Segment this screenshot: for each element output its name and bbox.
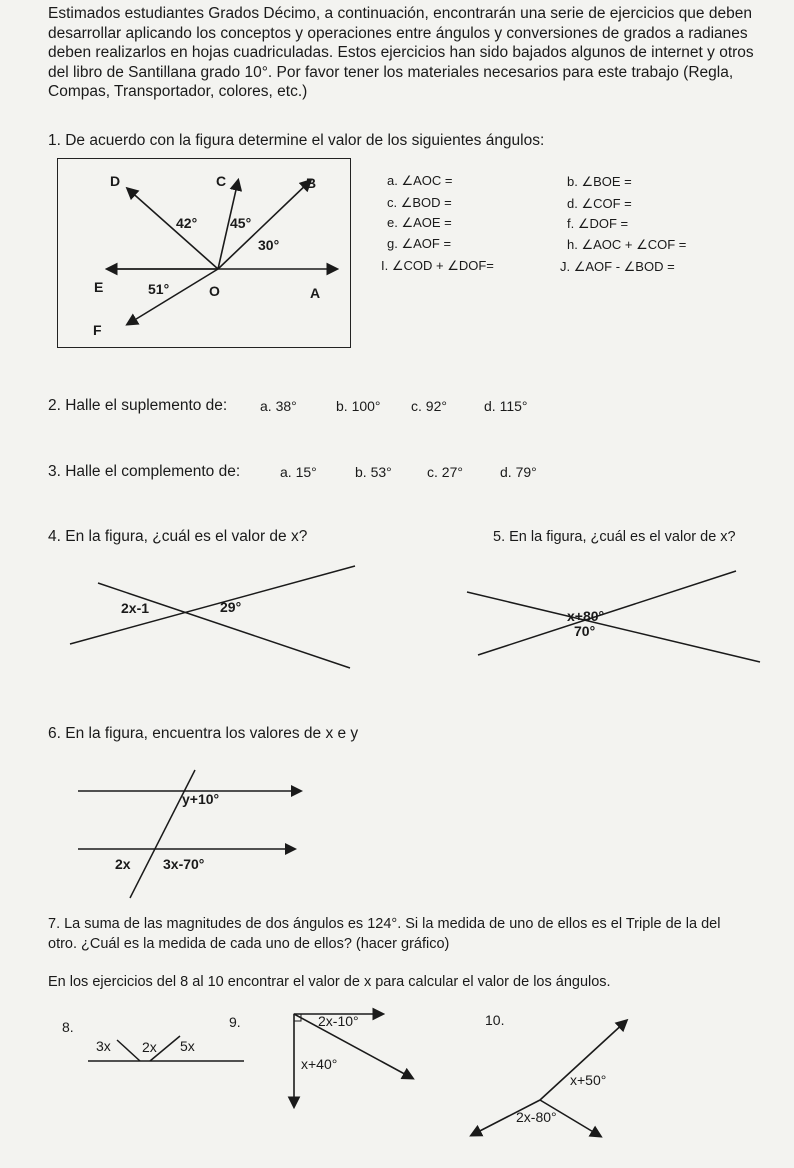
q5-line-1 [467, 592, 760, 662]
q10-label-bottom: 2x-80° [516, 1109, 557, 1125]
q4-label-right: 29° [220, 599, 242, 615]
q3-option-d: d. 79° [500, 464, 537, 480]
q4-line-1 [70, 566, 355, 644]
angle-30: 30° [258, 237, 280, 253]
q10-label-top: x+50° [570, 1072, 607, 1088]
point-d: D [110, 173, 121, 189]
q7-text [48, 914, 720, 954]
intro-line: deben realizarlos en hojas cuadriculadas. Estos ejercicios han sido bajados algunos de internet y otros [48, 44, 754, 61]
q4-title: 4. En la figura, ¿cuál es el valor de x? [48, 528, 308, 545]
point-b: B [306, 175, 317, 191]
point-c: C [216, 173, 227, 189]
q6-title: 6. En la figura, encuentra los valores de x e y [48, 725, 359, 742]
q3-option-a: a. 15° [280, 464, 317, 480]
q1-item-a: a. ∠AOC = [387, 173, 453, 188]
point-e: E [94, 279, 104, 295]
intro-line: Estimados estudiantes Grados Décimo, a continuación, encontrarán una serie de ejercicios que deben [48, 5, 752, 22]
q2-title: 2. Halle el suplemento de: [48, 397, 228, 414]
q5-title: 5. En la figura, ¿cuál es el valor de x? [493, 529, 736, 545]
angle-45: 45° [230, 215, 252, 231]
angle-42: 42° [176, 215, 198, 231]
point-f: F [93, 322, 102, 338]
q7-line: 7. La suma de las magnitudes de dos ángulos es 124°. Si la medida de uno de ellos es el Triple de la del [48, 916, 721, 932]
q4-label-left: 2x-1 [121, 600, 150, 616]
q2-option-b: b. 100° [336, 398, 381, 414]
q6-transversal [130, 770, 195, 898]
q3-option-c: c. 27° [427, 464, 463, 480]
q1-item-c: c. ∠BOD = [387, 195, 452, 210]
q1-item-h: h. ∠AOC + ∠COF = [567, 237, 687, 252]
q8-ray-1 [117, 1040, 140, 1061]
q8-10-intro: En los ejercicios del 8 al 10 encontrar el valor de x para calcular el valor de los ángulos. [48, 974, 611, 990]
q9-label-top: 2x-10° [318, 1013, 359, 1029]
intro-line: Compas, Transportador, colores, etc.) [48, 83, 308, 100]
q7-line: otro. ¿Cuál es la medida de cada uno de ellos? (hacer gráfico) [48, 936, 450, 952]
intro-line: desarrollar aplicando los conceptos y operaciones entre ángulos y conversiones de grados a radianes [48, 24, 748, 42]
q9-number: 9. [229, 1014, 241, 1030]
q1-item-j: J. ∠AOF - ∠BOD = [560, 259, 675, 274]
q8-label-5x: 5x [180, 1038, 195, 1054]
q6-label-top: y+10° [182, 791, 220, 807]
q6-label-right: 3x-70° [163, 856, 205, 872]
q10-ray-1 [540, 1021, 626, 1100]
q3-title: 3. Halle el complemento de: [48, 463, 241, 480]
q3-option-b: b. 53° [355, 464, 392, 480]
angle-51: 51° [148, 281, 170, 297]
q1-item-e: e. ∠AOE = [387, 215, 452, 230]
q1-item-i: I. ∠COD + ∠DOF= [381, 258, 494, 273]
point-o: O [209, 283, 220, 299]
q8-label-3x: 3x [96, 1038, 111, 1054]
q2-option-a: a. 38° [260, 398, 297, 414]
q2-option-c: c. 92° [411, 398, 447, 414]
q1-item-g: g. ∠AOF = [387, 236, 452, 251]
q6-label-left: 2x [115, 856, 131, 872]
q8-label-2x: 2x [142, 1039, 157, 1055]
point-a: A [310, 285, 321, 301]
q5-line-2 [478, 571, 736, 655]
q10-number: 10. [485, 1012, 505, 1028]
q5-label-bottom: 70° [574, 623, 596, 639]
q1-item-b: b. ∠BOE = [567, 174, 632, 189]
q8-number: 8. [62, 1019, 74, 1035]
q1-item-d: d. ∠COF = [567, 196, 632, 211]
q5-label-top: x+80° [567, 608, 605, 624]
q1-title: 1. De acuerdo con la figura determine el valor de los siguientes ángulos: [48, 132, 545, 149]
q9-label-bottom: x+40° [301, 1056, 338, 1072]
intro-line: del libro de Santillana grado 10°. Por favor tener los materiales necesarios para este trabajo (Regla, [48, 63, 734, 81]
q1-item-f: f. ∠DOF = [567, 216, 629, 231]
q2-option-d: d. 115° [484, 398, 528, 414]
